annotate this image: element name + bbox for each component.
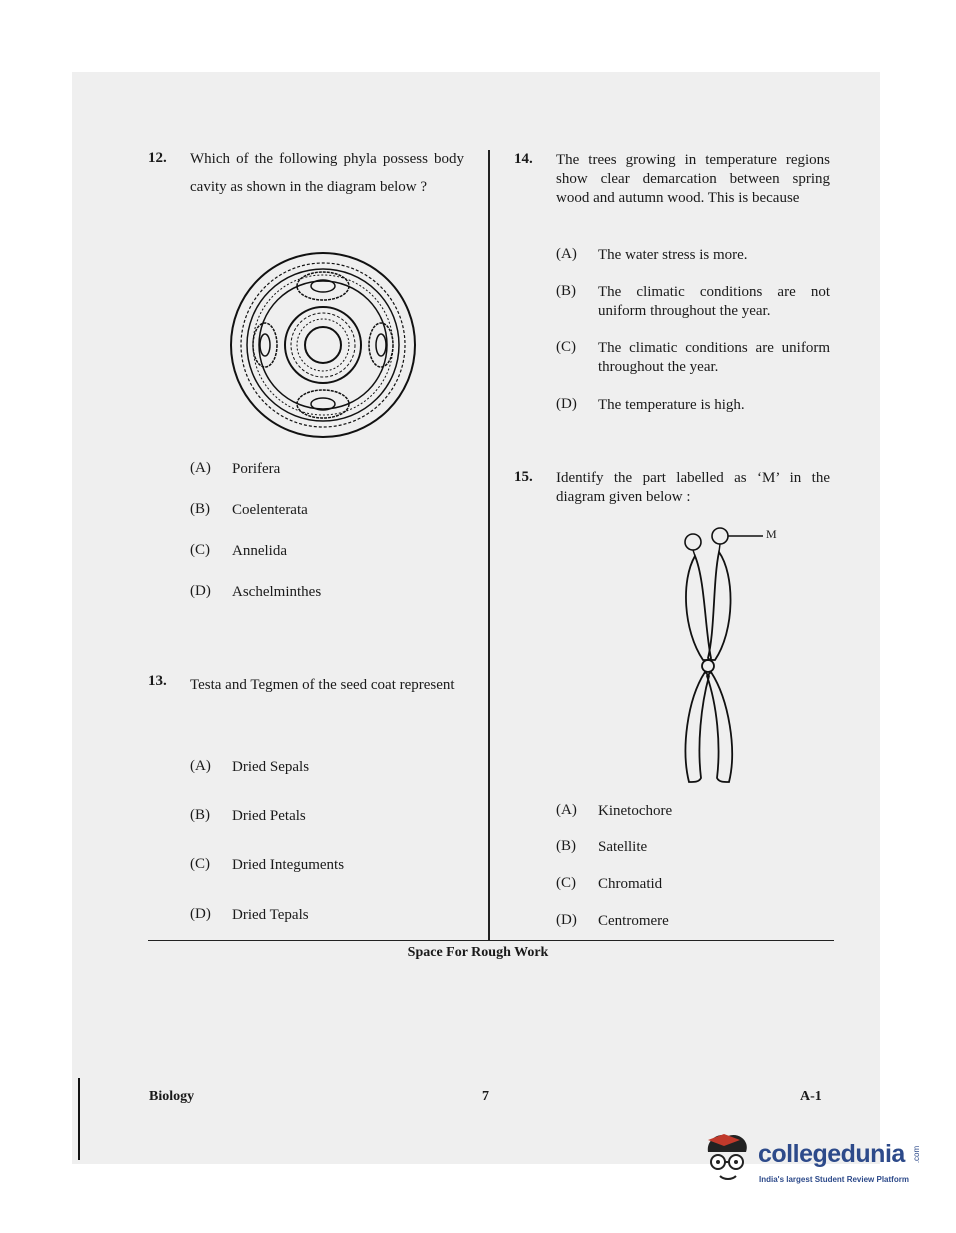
q15-option-c[interactable]	[556, 875, 830, 894]
q15-option-d[interactable]	[556, 912, 830, 931]
q15-option-b[interactable]	[556, 838, 830, 857]
chromosome-diagram	[675, 520, 795, 790]
q14-option-b[interactable]	[556, 283, 830, 321]
q13-number: 13.	[148, 673, 167, 689]
option-label: (B)	[190, 807, 210, 823]
footer-subject: Biology	[149, 1089, 195, 1104]
q12-option-d[interactable]	[190, 583, 460, 602]
option-text: Centromere	[598, 913, 669, 929]
option-text: Dried Sepals	[232, 759, 310, 775]
option-label: (D)	[190, 583, 211, 599]
option-label: (B)	[190, 501, 210, 517]
option-text: The climatic conditions are not uniform throughout the year.	[598, 284, 830, 319]
option-text: The temperature is high.	[598, 397, 745, 413]
option-label: (C)	[556, 339, 576, 355]
option-text: Porifera	[232, 461, 281, 477]
q12-option-b[interactable]	[190, 501, 460, 520]
q12-option-c[interactable]	[190, 542, 460, 561]
q13-text: Testa and Tegmen of the seed coat represent	[190, 677, 455, 693]
option-text: Dried Petals	[232, 808, 306, 824]
option-text: Chromatid	[598, 876, 663, 892]
scan-edge-mark	[78, 1078, 80, 1160]
rough-work-divider	[148, 940, 834, 941]
collegedunia-watermark	[700, 1128, 940, 1198]
option-label: (C)	[190, 856, 210, 872]
q13-option-d[interactable]	[190, 906, 460, 925]
option-text: Coelenterata	[232, 502, 308, 518]
q13-option-a[interactable]	[190, 758, 460, 777]
option-text: Aschelminthes	[232, 584, 322, 600]
brand-tagline: India's largest Student Review Platform	[759, 1175, 909, 1184]
option-label: (C)	[556, 875, 576, 891]
option-label: (B)	[556, 283, 576, 299]
option-label: (B)	[556, 838, 576, 854]
mascot-icon	[700, 1130, 756, 1190]
q15-text: Identify the part labelled as ‘M’ in the diagram given below :	[556, 470, 830, 505]
option-label: (D)	[556, 396, 577, 412]
q12-number: 12.	[148, 150, 167, 166]
q14-number: 14.	[514, 151, 533, 167]
option-text: Dried Tepals	[232, 907, 309, 923]
q14-option-c[interactable]	[556, 339, 830, 377]
q14-option-a[interactable]	[556, 246, 830, 265]
footer-page-number: 7	[482, 1089, 489, 1104]
option-text: The climatic conditions are uniform throughout the year.	[598, 340, 830, 375]
brand-domain: .com	[912, 1145, 922, 1164]
q13-option-c[interactable]	[190, 856, 460, 875]
column-divider	[488, 150, 490, 940]
q15-number: 15.	[514, 469, 533, 485]
q15-option-a[interactable]	[556, 802, 830, 821]
option-label: (A)	[556, 802, 577, 818]
option-text: Dried Integuments	[232, 857, 345, 873]
q12-text: Which of the following phyla possess body cavity as shown in the diagram below ?	[190, 151, 464, 195]
option-label: (D)	[556, 912, 577, 928]
body-cavity-diagram	[228, 250, 418, 440]
q13-option-b[interactable]	[190, 807, 460, 826]
q14-option-d[interactable]	[556, 396, 830, 415]
q12-option-a[interactable]	[190, 460, 460, 479]
option-text: Annelida	[232, 543, 287, 559]
option-text: The water stress is more.	[598, 247, 748, 263]
option-label: (D)	[190, 906, 211, 922]
option-text: Satellite	[598, 839, 648, 855]
option-label: (A)	[190, 460, 211, 476]
option-label: (C)	[190, 542, 210, 558]
rough-work-label: Space For Rough Work	[407, 945, 549, 960]
option-label: (A)	[190, 758, 211, 774]
footer-code: A-1	[800, 1089, 822, 1104]
option-label: (A)	[556, 246, 577, 262]
diagram-label-m: M	[766, 527, 777, 541]
q14-text: The trees growing in temperature regions show clear demarcation between spring wood and autumn wood. This is because	[556, 152, 830, 206]
brand-name: collegedunia	[758, 1140, 905, 1168]
option-text: Kinetochore	[598, 803, 673, 819]
